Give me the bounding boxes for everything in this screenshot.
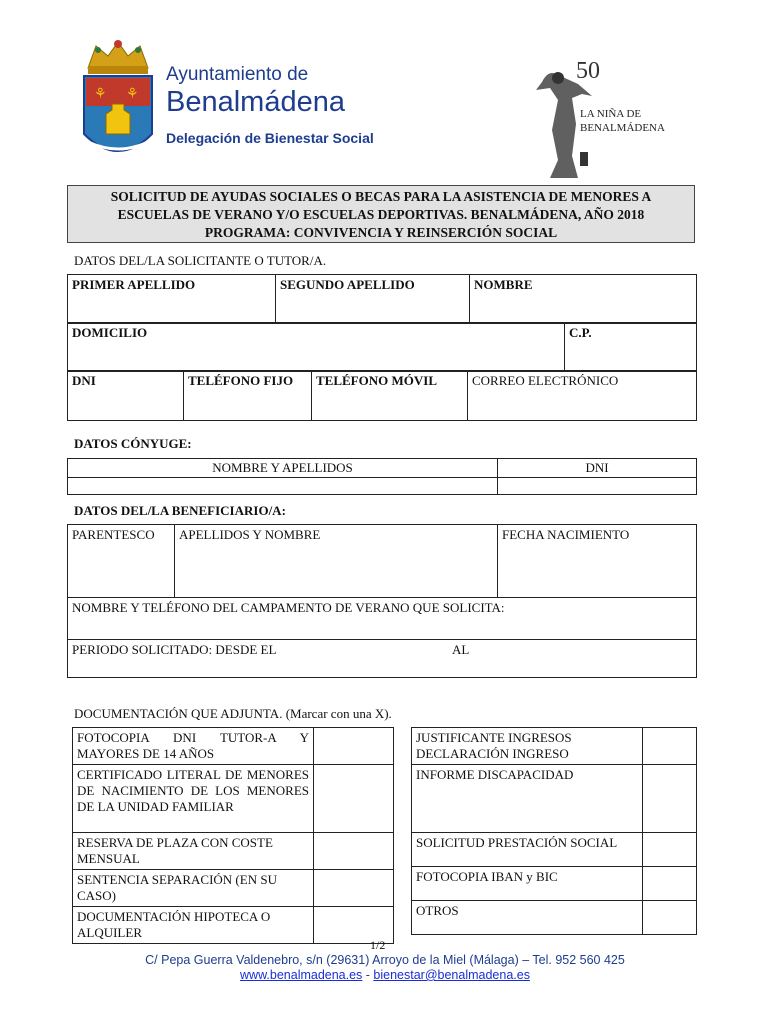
anniversary-number: 50 [576, 58, 600, 84]
website-link[interactable]: www.benalmadena.es [240, 968, 363, 982]
segundo-apellido-field[interactable]: SEGUNDO APELLIDO [276, 275, 470, 324]
brand-line-1: Ayuntamiento de [166, 64, 309, 85]
correo-field[interactable]: CORREO ELECTRÓNICO [468, 371, 697, 421]
title-line-3: PROGRAMA: CONVIVENCIA Y REINSERCIÓN SOCIAL [204, 225, 558, 240]
doc-item: CERTIFICADO LITERAL DE MENORES DE NACIMIENTO DE LOS MENORES DE LA UNIDAD FAMILIAR [73, 765, 314, 833]
page-number: 1/2 [370, 938, 386, 952]
doc-checkbox[interactable] [314, 833, 394, 870]
footer-separator: - [362, 968, 374, 982]
primer-apellido-field[interactable]: PRIMER APELLIDO [68, 275, 276, 324]
doc-item: JUSTIFICANTE INGRESOS DECLARACIÓN INGRESO [412, 728, 643, 765]
parentesco-field[interactable]: PARENTESCO [68, 525, 175, 598]
anniversary-mark-icon [580, 152, 588, 166]
cp-field[interactable]: C.P. [565, 323, 697, 372]
footer-links [0, 968, 770, 982]
svg-text:⚘: ⚘ [94, 86, 107, 102]
spouse-heading: DATOS CÓNYUGE: [74, 436, 192, 451]
spouse-name-header: NOMBRE Y APELLIDOS [68, 459, 498, 478]
periodo-field[interactable] [68, 640, 697, 678]
form-title-box [67, 185, 695, 243]
brand-line-3: Delegación de Bienestar Social [166, 130, 374, 146]
periodo-label: PERIODO SOLICITADO: DESDE EL [72, 642, 277, 657]
nombre-field[interactable]: NOMBRE [470, 275, 697, 324]
doc-checkbox[interactable] [314, 870, 394, 907]
documents-right-table [411, 727, 697, 935]
doc-checkbox[interactable] [643, 867, 697, 901]
brand-line-2: Benalmádena [166, 86, 345, 118]
doc-item: FOTOCOPIA DNI TUTOR-A Y MAYORES DE 14 AÑOS [73, 728, 314, 765]
applicant-heading: DATOS DEL/LA SOLICITANTE O TUTOR/A. [74, 253, 327, 268]
footer-address: C/ Pepa Guerra Valdenebro, s/n (29631) Arroyo de la Miel (Málaga) – Tel. 952 560 425 [145, 953, 625, 967]
applicant-table [67, 274, 697, 324]
doc-checkbox[interactable] [314, 728, 394, 765]
beneficiary-heading: DATOS DEL/LA BENEFICIARIO/A: [74, 503, 286, 518]
campamento-field[interactable]: NOMBRE Y TELÉFONO DEL CAMPAMENTO DE VERANO QUE SOLICITA: [68, 598, 697, 640]
svg-text:⚘: ⚘ [126, 86, 139, 102]
title-line-1: SOLICITUD DE AYUDAS SOCIALES O BECAS PARA LA ASISTENCIA DE MENORES A [110, 189, 652, 204]
dni-field[interactable]: DNI [68, 371, 184, 421]
doc-item: RESERVA DE PLAZA CON COSTE MENSUAL [73, 833, 314, 870]
telefono-movil-field[interactable]: TELÉFONO MÓVIL [312, 371, 468, 421]
anniversary-title-2: BENALMÁDENA [580, 122, 665, 134]
spouse-dni-input[interactable] [498, 478, 697, 495]
apellidos-nombre-field[interactable]: APELLIDOS Y NOMBRE [175, 525, 498, 598]
beneficiary-table [67, 524, 697, 678]
doc-item: FOTOCOPIA IBAN y BIC [412, 867, 643, 901]
anniversary-title-1: LA NIÑA DE [580, 108, 642, 120]
fecha-nacimiento-field[interactable]: FECHA NACIMIENTO [498, 525, 697, 598]
email-link[interactable]: bienestar@benalmadena.es [373, 968, 530, 982]
spouse-name-input[interactable] [68, 478, 498, 495]
doc-checkbox[interactable] [643, 765, 697, 833]
documents-heading: DOCUMENTACIÓN QUE ADJUNTA. (Marcar con una X). [74, 706, 392, 721]
periodo-al-label: AL [452, 642, 470, 657]
doc-item: SENTENCIA SEPARACIÓN (EN SU CASO) [73, 870, 314, 907]
doc-item: SOLICITUD PRESTACIÓN SOCIAL [412, 833, 643, 867]
coat-of-arms-logo [76, 38, 160, 170]
doc-item: OTROS [412, 901, 643, 935]
doc-checkbox[interactable] [643, 901, 697, 935]
doc-checkbox[interactable] [643, 728, 697, 765]
doc-checkbox[interactable] [643, 833, 697, 867]
doc-checkbox[interactable] [314, 765, 394, 833]
doc-item: DOCUMENTACIÓN HIPOTECA O ALQUILER [73, 907, 314, 944]
telefono-fijo-field[interactable]: TELÉFONO FIJO [184, 371, 312, 421]
title-line-2: ESCUELAS DE VERANO Y/O ESCUELAS DEPORTIVAS. BENALMÁDENA, AÑO 2018 [117, 207, 645, 222]
domicilio-field[interactable]: DOMICILIO [68, 323, 565, 372]
contact-table [67, 370, 697, 421]
anniversary-emblem [528, 60, 668, 182]
documents-left-table [72, 727, 394, 944]
spouse-table [67, 458, 697, 495]
doc-item: INFORME DISCAPACIDAD [412, 765, 643, 833]
address-table [67, 322, 697, 372]
spouse-dni-header: DNI [498, 459, 697, 478]
